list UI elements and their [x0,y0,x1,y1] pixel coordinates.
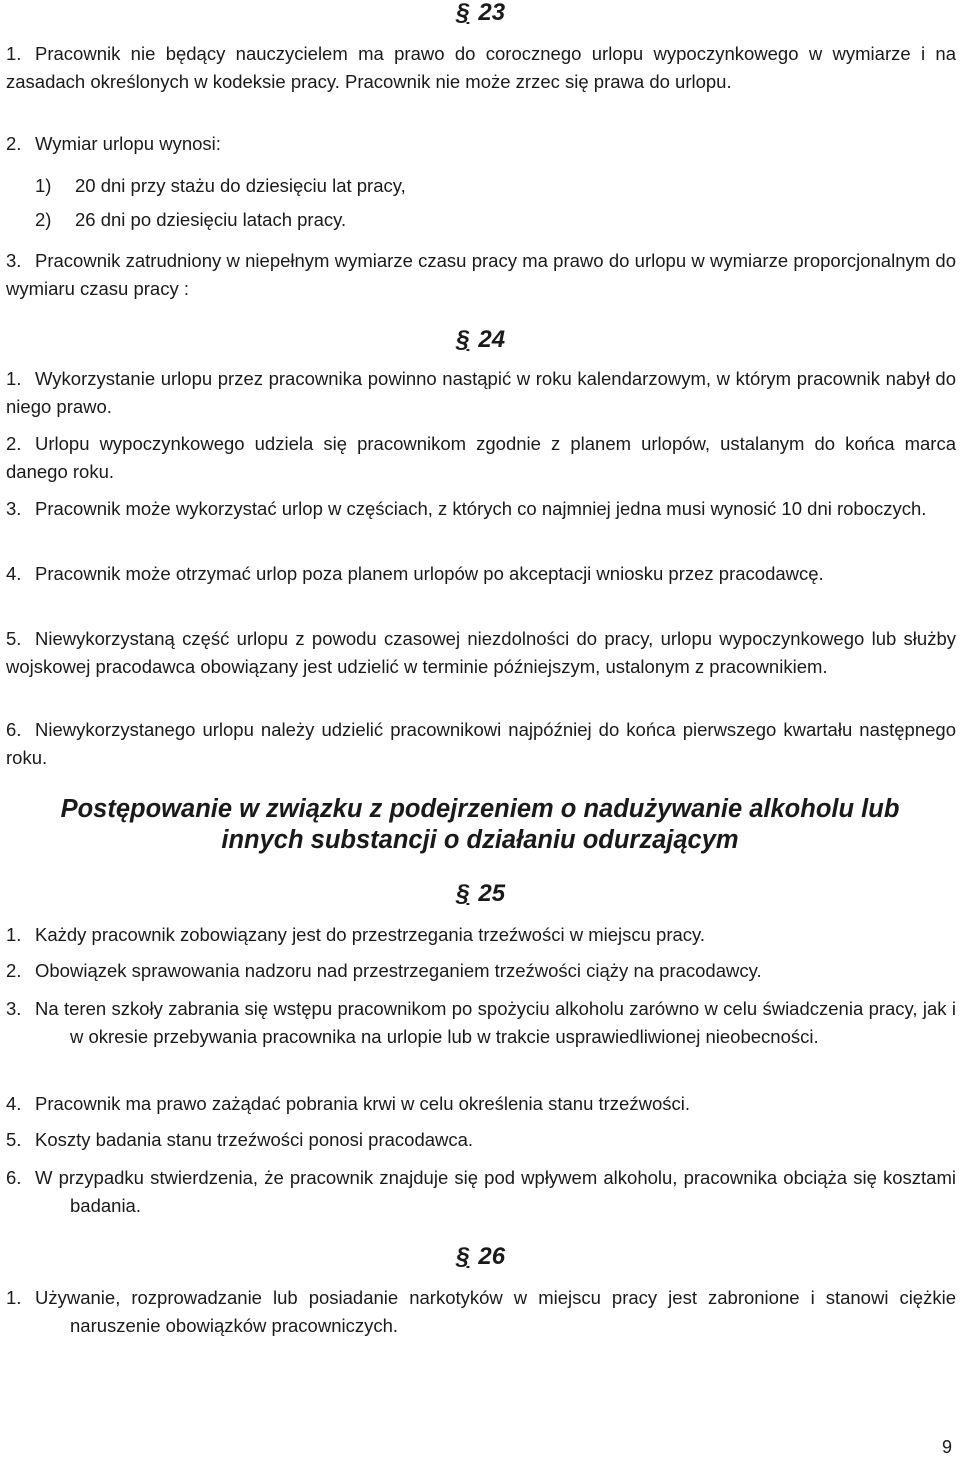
item-number: 1. [6,43,22,64]
s25-item-3 [6,995,956,1050]
item-text: Wymiar urlopu wynosi: [35,133,221,154]
item-text: Niewykorzystanego urlopu należy udzielić pracownikowi najpóźniej do końca pierwszego kwartału następnego roku. [6,719,956,768]
item-text: Pracownik nie będący nauczycielem ma prawo do corocznego urlopu wypoczynkowego w wymiarze i na zasadach określonych w kodeksie pracy. Pracownik nie może zrzec się prawa do urlopu. [6,43,956,92]
heading-line-2: innych substancji o działaniu odurzającym [221,826,739,854]
item-text: Pracownik może wykorzystać urlop w częściach, z których co najmniej jedna musi wynosić 10 dni roboczych. [35,498,927,519]
item-text: Wykorzystanie urlopu przez pracownika powinno nastąpić w roku kalendarzowym, w którym pracownik nabył do niego prawo. [6,368,956,417]
s23-subitem-1 [35,172,406,200]
item-number: 5. [6,1129,22,1150]
s23-item-2 [6,130,956,158]
s24-item-1 [6,365,956,420]
page-number: 9 [941,1437,952,1457]
item-number: 1. [6,1287,22,1308]
item-number: 3. [6,250,22,271]
item-text: Pracownik może otrzymać urlop poza planem urlopów po akceptacji wniosku przez pracodawcę. [35,563,824,584]
section-26-mark [456,1243,505,1271]
section-25-mark [456,880,505,908]
paragraph-symbol: § [456,1243,470,1270]
s25-item-4 [6,1090,956,1118]
s24-item-5 [6,625,956,680]
item-number: 4. [6,563,22,584]
section-23-mark [456,0,505,27]
s23-subitem-2 [35,206,346,234]
item-text: Obowiązek sprawowania nadzoru nad przestrzeganiem trzeźwości ciąży na pracodawcy. [35,960,762,981]
paragraph-symbol: § [456,326,470,353]
section-number: 25 [478,880,506,907]
item-number: 1. [6,368,22,389]
subitem-text: 20 dni przy stażu do dziesięciu lat pracy, [75,175,406,196]
section-number: 24 [478,326,506,353]
item-number: 1. [6,924,22,945]
paragraph-symbol: § [456,880,470,907]
s23-item-3 [6,247,956,302]
item-text: Każdy pracownik zobowiązany jest do przestrzegania trzeźwości w miejscu pracy. [35,924,706,945]
section-heading [0,794,960,856]
item-number: 2. [6,133,22,154]
s24-item-2 [6,430,956,485]
item-number: 5. [6,628,22,649]
s23-item-1 [6,40,956,95]
s25-item-2 [6,957,956,985]
section-number: 26 [478,1243,506,1270]
item-number: 2. [6,433,22,454]
section-number: 23 [478,0,506,26]
subitem-text: 26 dni po dziesięciu latach pracy. [75,209,347,230]
item-number: 6. [6,1167,22,1188]
item-number: 3. [6,998,22,1019]
s26-item-1 [6,1284,956,1339]
paragraph-symbol: § [456,0,470,26]
item-text: Urlopu wypoczynkowego udziela się pracownikom zgodnie z planem urlopów, ustalanym do końca marca danego roku. [6,433,956,482]
item-text: Niewykorzystaną część urlopu z powodu czasowej niezdolności do pracy, urlopu wypoczynkowego lub służby wojskowej pracodawca obowiązany jest udzielić w terminie późniejszym, ustalonym z pracownikiem. [6,628,956,677]
heading-line-1: Postępowanie w związku z podejrzeniem o nadużywanie alkoholu lub [60,795,900,823]
item-number: 2. [6,960,22,981]
item-text: Pracownik ma prawo zażądać pobrania krwi w celu określenia stanu trzeźwości. [35,1093,690,1114]
s25-item-6 [6,1164,956,1219]
s24-item-3 [6,495,956,523]
section-24-mark [456,326,505,354]
item-text: Na teren szkoły zabrania się wstępu pracownikom po spożyciu alkoholu zarówno w celu świadczenia pracy, jak i w okresie przebywania pracownika na urlopie lub w trakcie usprawiedliwionej nieobecności. [35,998,956,1047]
item-text: Koszty badania stanu trzeźwości ponosi pracodawca. [35,1129,474,1150]
s25-item-1 [6,921,956,949]
item-text: Pracownik zatrudniony w niepełnym wymiarze czasu pracy ma prawo do urlopu w wymiarze proporcjonalnym do wymiaru czasu pracy : [6,250,956,299]
item-number: 6. [6,719,22,740]
item-number: 4. [6,1093,22,1114]
item-text: W przypadku stwierdzenia, że pracownik znajduje się pod wpływem alkoholu, pracownika obciąża się kosztami badania. [35,1167,956,1216]
item-text: Używanie, rozprowadzanie lub posiadanie narkotyków w miejscu pracy jest zabronione i stanowi ciężkie naruszenie obowiązków pracowniczych. [35,1287,956,1336]
s24-item-6 [6,716,956,771]
item-number: 3. [6,498,22,519]
s24-item-4 [6,560,956,588]
subitem-number: 1) [35,175,52,196]
subitem-number: 2) [35,209,52,230]
s25-item-5 [6,1126,956,1154]
